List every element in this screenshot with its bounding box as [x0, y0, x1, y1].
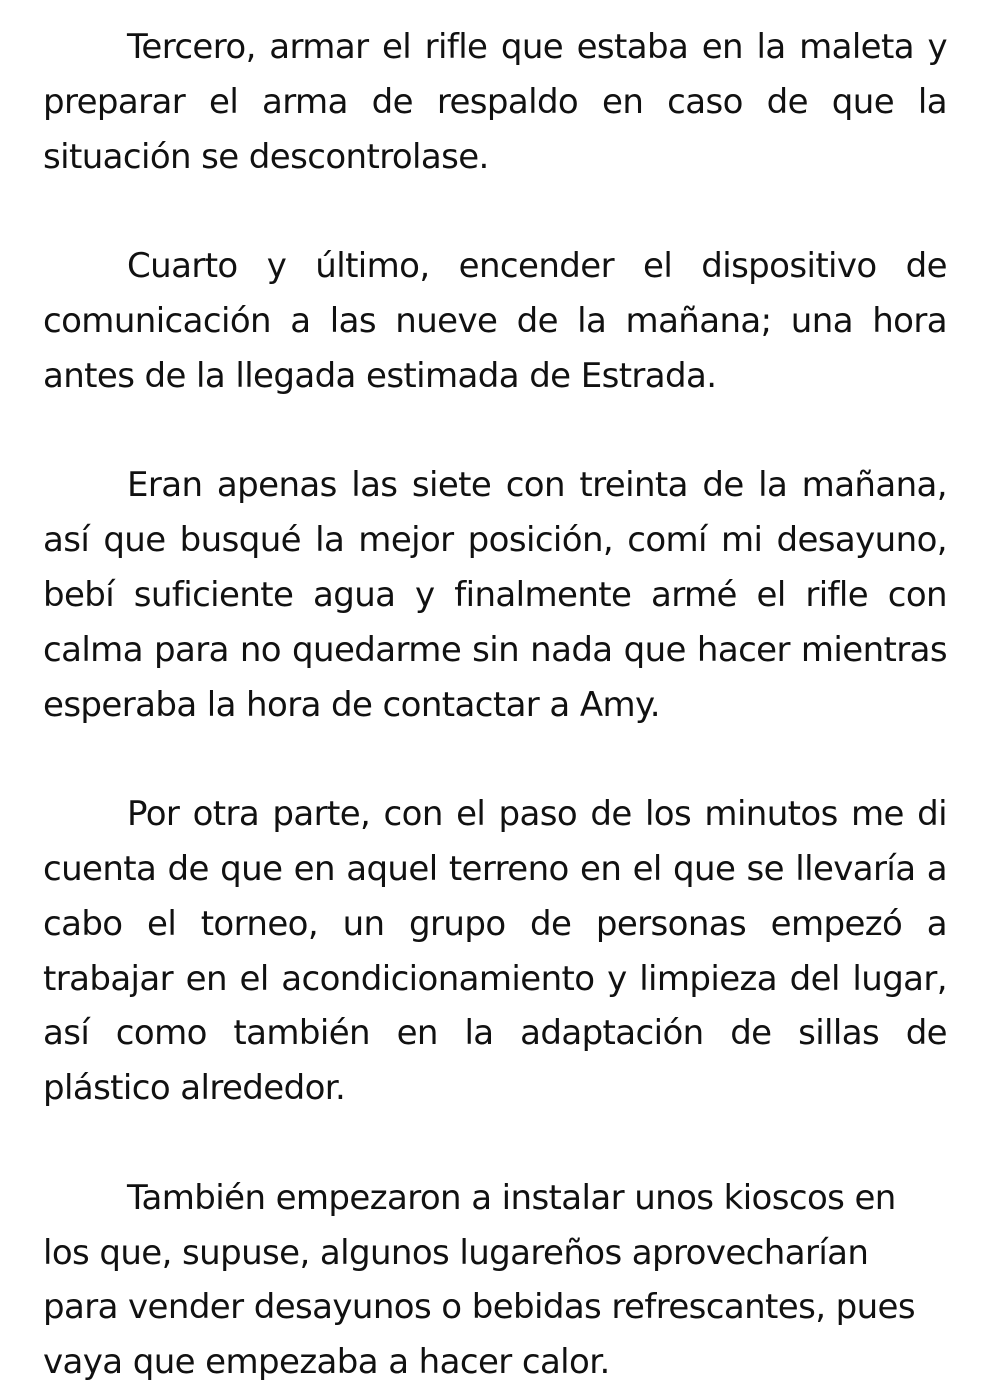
paragraph-1: Tercero, armar el rifle que estaba en la maleta y preparar el arma de respaldo en caso de que la situación se descontrolase.	[43, 27, 947, 177]
document-page	[43, 20, 947, 1390]
paragraph-5: También empezaron a instalar unos kioscos en los que, supuse, algunos lugareños aprovecharían para vender desayunos o bebidas refrescantes, pues vaya que empezaba a hacer calor.	[43, 1177, 915, 1383]
paragraph-2: Cuarto y último, encender el dispositivo de comunicación a las nueve de la mañana; una hora antes de la llegada estimada de Estrada.	[43, 246, 947, 396]
paragraph-4: Por otra parte, con el paso de los minutos me di cuenta de que en aquel terreno en el que se llevaría a cabo el torneo, un grupo de personas empezó a trabajar en el acondicionamiento y limpieza del lugar, así como también en la adaptación de sillas de plástico alrededor.	[43, 794, 947, 1109]
paragraph-3: Eran apenas las siete con treinta de la mañana, así que busqué la mejor posición, comí mi desayuno, bebí suficiente agua y finalmente armé el rifle con calma para no quedarme sin nada que hacer mientras esperaba la hora de contactar a Amy.	[43, 465, 947, 725]
